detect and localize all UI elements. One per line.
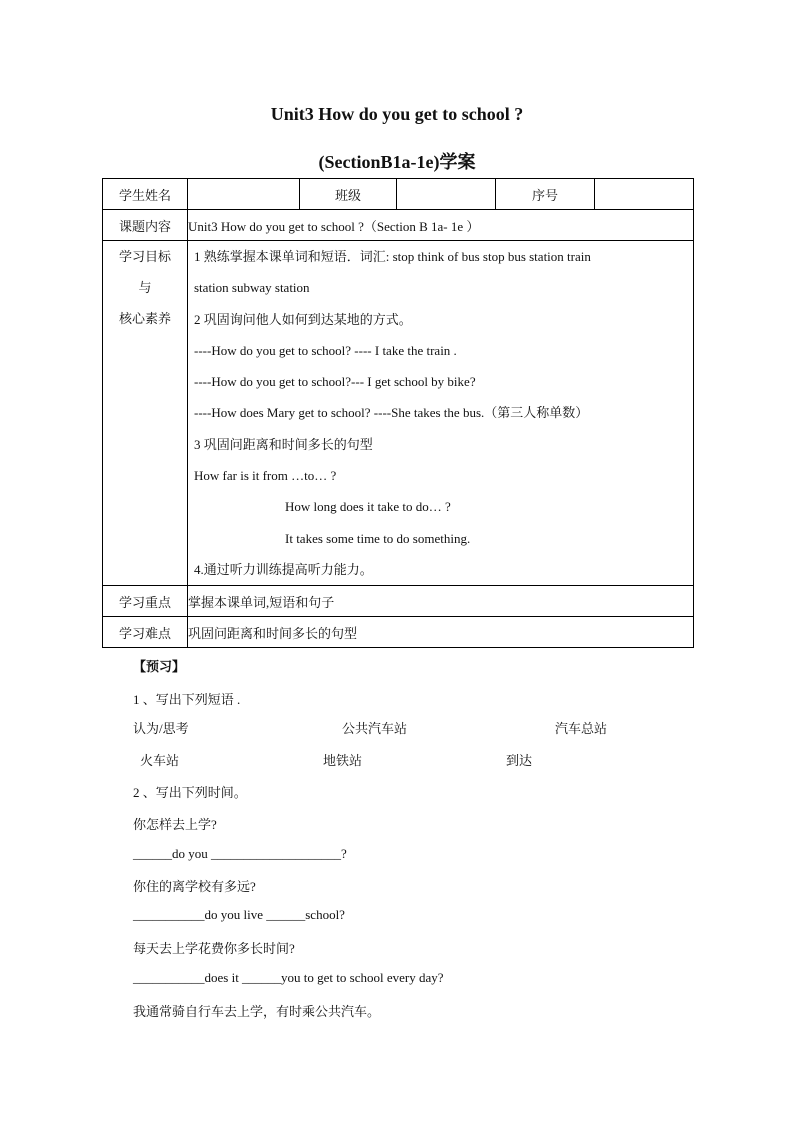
prompt-line: 我通常骑自行车去上学，有时乘公共汽车。 [133, 1004, 381, 1019]
seat-number-label: 序号 [496, 179, 595, 210]
seat-number-field[interactable] [595, 179, 694, 210]
phrase-item: 认为/思考 [133, 721, 189, 736]
document-title: Unit3 How do you get to school ? [270, 104, 524, 124]
difficulties-value: 巩固问距离和时间多长的句型 [188, 617, 694, 648]
class-label: 班级 [300, 179, 397, 210]
student-name-field[interactable] [188, 179, 300, 210]
objectives-label [103, 241, 188, 586]
prompt-line: 每天去上学花费你多长时间? [133, 941, 295, 956]
objective-line: It takes some time to do something. [285, 530, 471, 546]
topic-label: 课题内容 [103, 210, 188, 241]
objective-line: 1 熟练掌握本课单词和短语．词汇: stop think of bus stop bus station train [194, 249, 591, 264]
difficulties-row [103, 617, 694, 648]
phrase-item: 地铁站 [323, 753, 363, 768]
objective-line: 4.通过听力训练提高听力能力。 [194, 561, 373, 577]
objective-line: How long does it take to do… ? [285, 499, 451, 515]
prompt-line: 你怎样去上学? [133, 817, 217, 832]
objectives-content [188, 241, 694, 586]
student-name-label: 学生姓名 [103, 179, 188, 210]
phrase-item: 到达 [506, 753, 533, 768]
key-points-value: 掌握本课单词,短语和句子 [188, 586, 694, 617]
topic-value: Unit3 How do you get to school ?（Section B 1a- 1e ） [188, 210, 694, 241]
phrase-item: 火车站 [140, 753, 180, 768]
key-points-label: 学习重点 [103, 586, 188, 617]
prompt-line: 你住的离学校有多远? [133, 879, 256, 894]
question-1: 1 、写出下列短语 . [133, 692, 241, 707]
document-subtitle: (SectionB1a-1e)学案 [318, 152, 476, 172]
objective-line: ----How do you get to school? ---- I take the train . [194, 342, 457, 358]
objective-line: station subway station [194, 280, 310, 296]
objective-line: How far is it from …to… ? [194, 468, 337, 484]
preview-heading: 【预习】 [133, 659, 186, 674]
objectives-label-line: 核心素养 [118, 311, 171, 326]
phrase-item: 公共汽车站 [342, 721, 408, 736]
student-info-row [103, 179, 694, 210]
fill-in-line: ___________does it ______you to get to school every day? [133, 970, 444, 985]
objectives-label-line: 与 [138, 280, 152, 295]
question-2: 2 、写出下列时间。 [133, 785, 247, 800]
phrase-item: 汽车总站 [555, 721, 608, 736]
topic-row [103, 210, 694, 241]
fill-in-line: ___________do you live ______school? [133, 907, 345, 922]
class-field[interactable] [397, 179, 496, 210]
key-points-row [103, 586, 694, 617]
objective-line: ----How do you get to school?--- I get school by bike? [194, 374, 476, 390]
difficulties-label: 学习难点 [103, 617, 188, 648]
objective-line: 3 巩固问距离和时间多长的句型 [194, 436, 373, 452]
objectives-row [103, 241, 694, 586]
objectives-label-line: 学习目标 [118, 249, 171, 264]
lesson-info-table [102, 178, 694, 648]
fill-in-line: ______do you ____________________? [133, 846, 347, 861]
objective-line: ----How does Mary get to school? ----She takes the bus.（第三人称单数） [194, 405, 589, 421]
objective-line: 2 巩固询问他人如何到达某地的方式。 [194, 311, 412, 327]
